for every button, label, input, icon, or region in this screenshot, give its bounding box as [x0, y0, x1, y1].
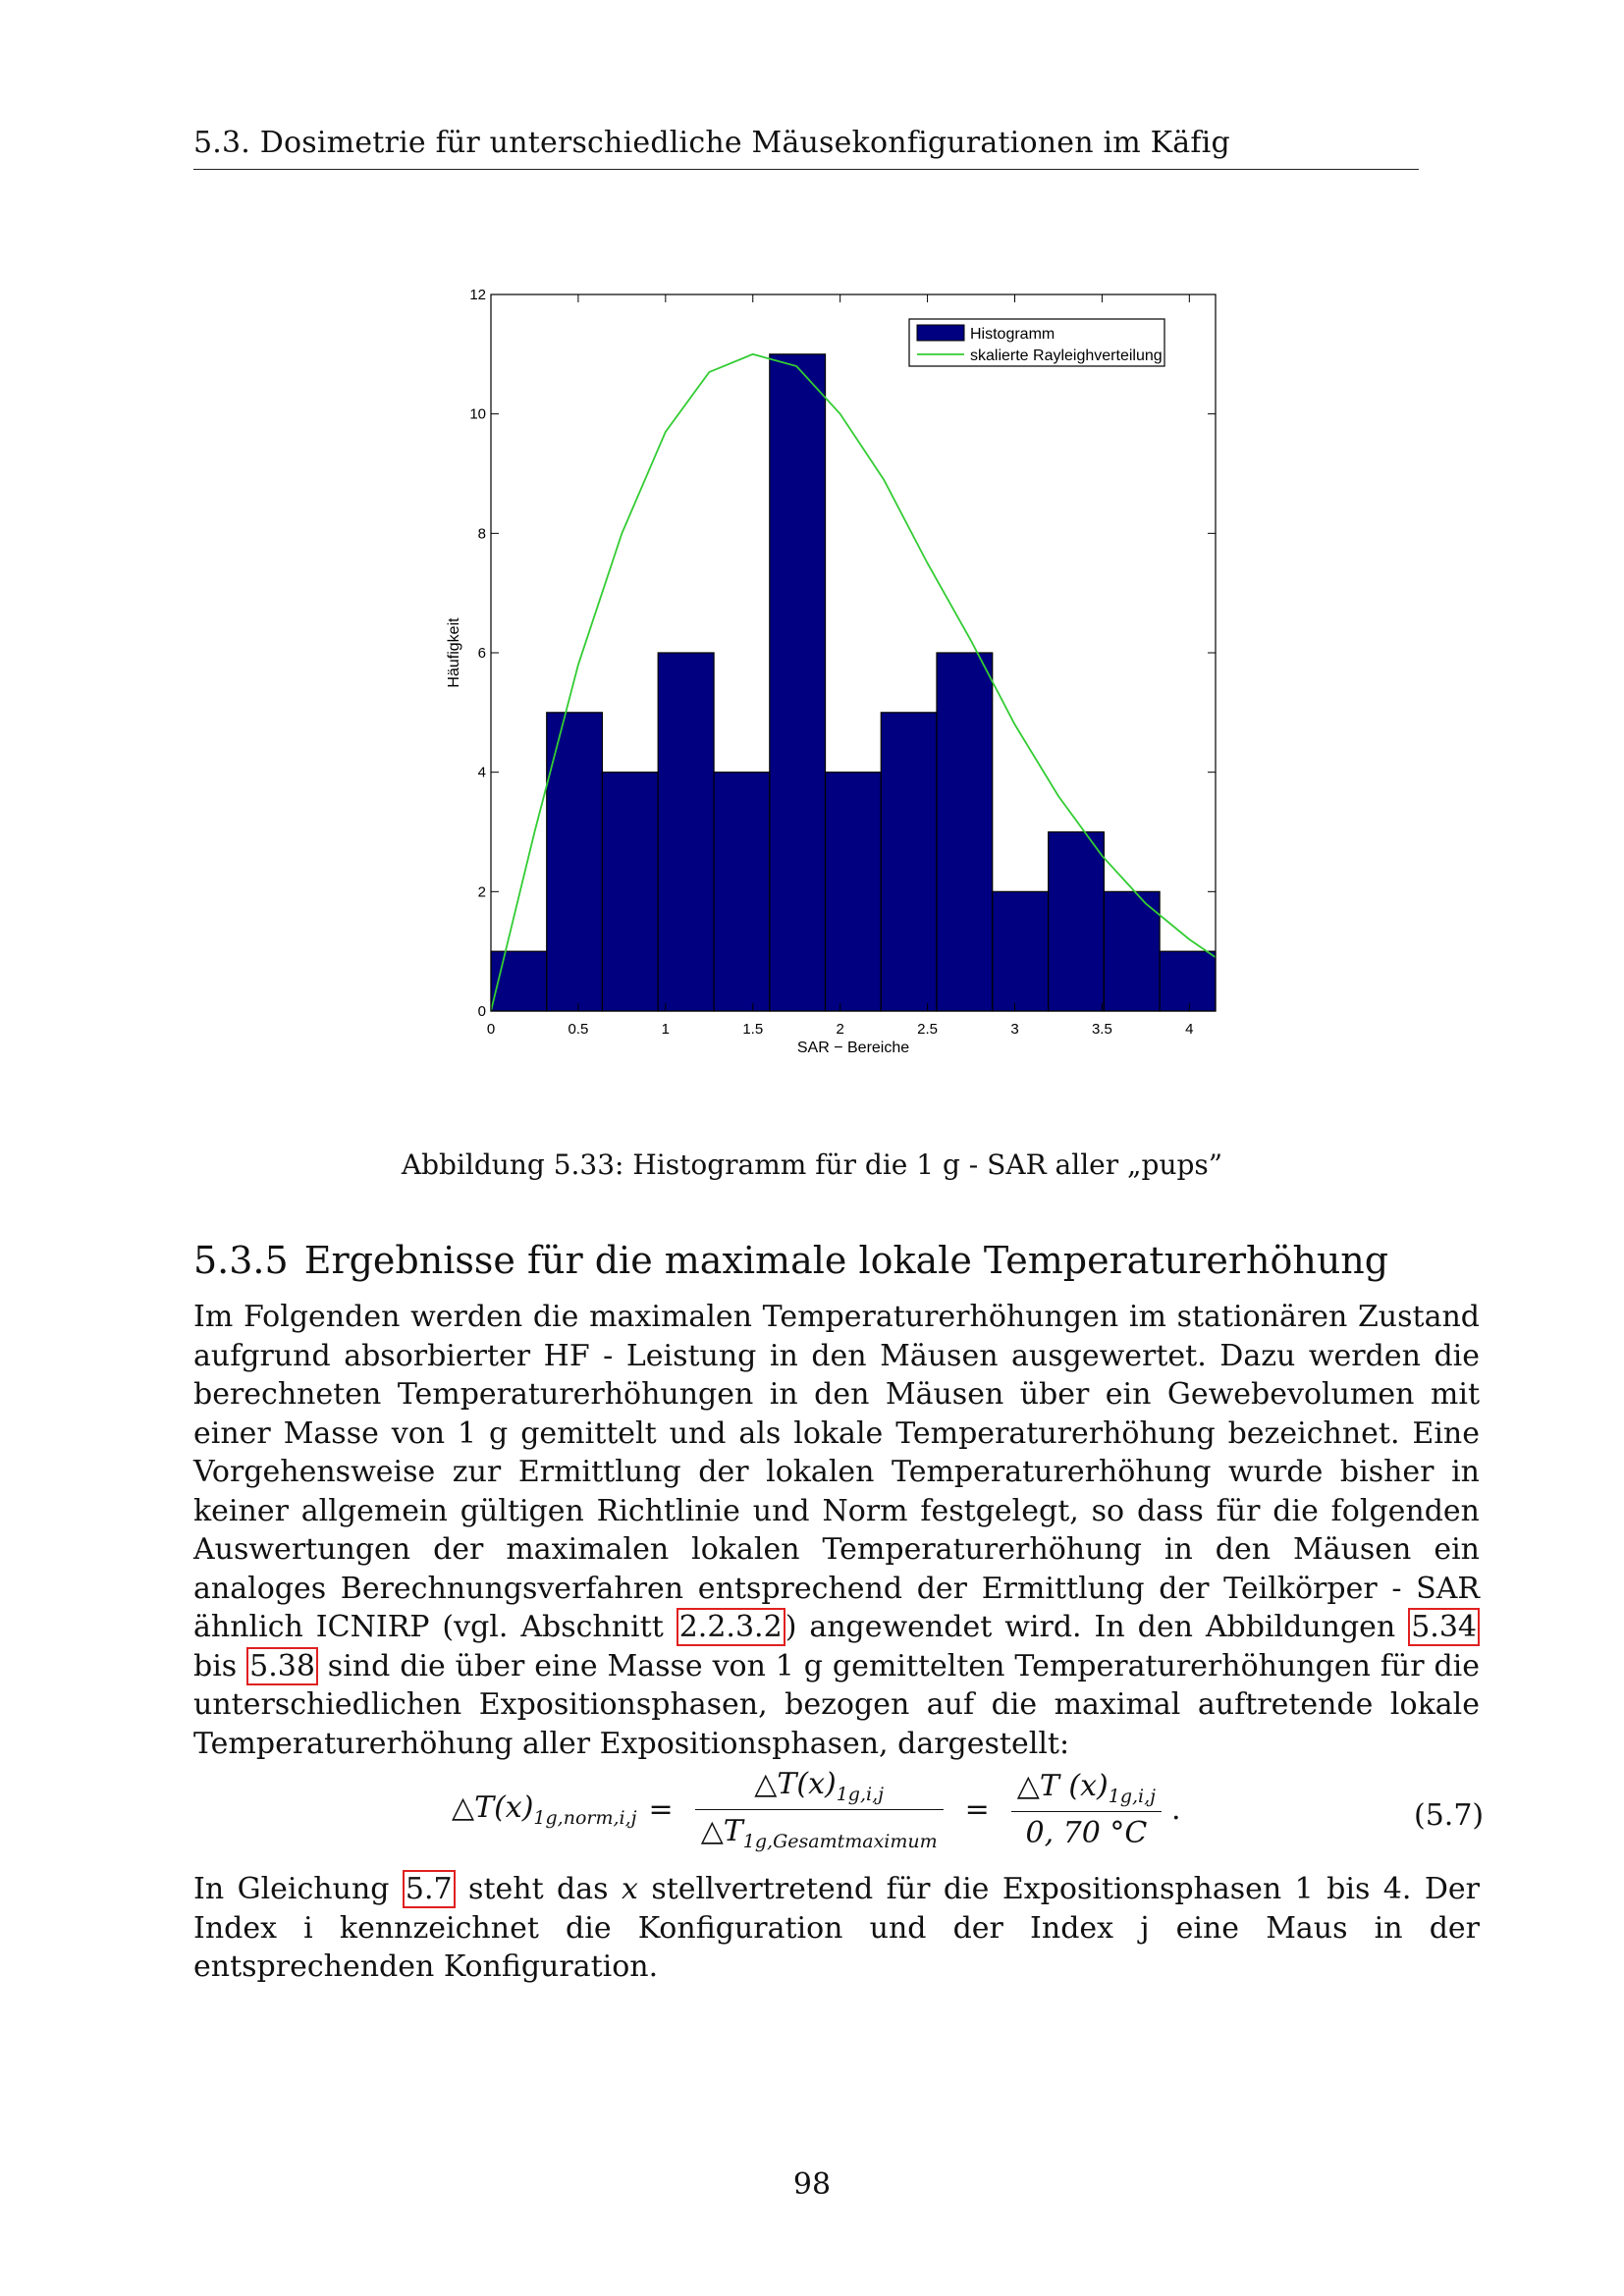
y-tick-label: 8	[477, 525, 486, 543]
x-tick-label: 2	[836, 1021, 844, 1038]
histogram-bar	[658, 653, 714, 1011]
x-tick-label: 0.5	[568, 1021, 589, 1038]
histogram-bar	[1160, 951, 1216, 1011]
eq-fraction-1	[695, 1767, 944, 1852]
histogram-bar	[547, 713, 603, 1011]
x-tick-label: 1	[661, 1021, 671, 1038]
paragraph-1-text-c: bis	[193, 1648, 247, 1683]
histogram-bar	[937, 653, 993, 1011]
variable-x: x	[621, 1872, 638, 1906]
equation-5-7	[452, 1767, 1181, 1852]
histogram-bar	[881, 713, 937, 1011]
x-tick-label: 0	[486, 1021, 496, 1038]
x-tick-label: 4	[1185, 1021, 1194, 1038]
x-tick-label: 2.5	[917, 1021, 939, 1038]
paragraph-2-text-a: In Gleichung	[193, 1872, 403, 1906]
ref-fig-5-34-link[interactable]: 5.34	[1408, 1608, 1480, 1646]
x-tick-label: 3.5	[1091, 1021, 1112, 1038]
histogram-bar	[491, 951, 547, 1011]
paragraph-2-text-c: stellvertretend für die Expositionsphasen 1 bis 4. Der Index i kennzeichnet die Konfiguration und der Index j eine Maus in der entsprechenden Konfiguration.	[193, 1872, 1480, 1984]
paragraph-1	[193, 1298, 1480, 1763]
eq-lhs: $\triangle T(x)_{1g,norm,i,j}$	[452, 1790, 637, 1829]
ref-fig-5-38-link[interactable]: 5.38	[246, 1647, 318, 1685]
section-heading	[193, 1239, 1388, 1282]
section-title: Ergebnisse für die maximale lokale Temperaturerhöhung	[303, 1239, 1389, 1282]
header-rule	[193, 169, 1419, 170]
eq-fraction-2	[1011, 1769, 1162, 1850]
histogram-bar	[714, 773, 770, 1011]
eq-equals-2: =	[964, 1792, 990, 1827]
y-tick-label: 10	[469, 405, 486, 423]
ref-2-2-3-2-link[interactable]: 2.2.3.2	[677, 1608, 785, 1646]
histogram-bar	[1104, 891, 1160, 1011]
equation-number: (5.7)	[1414, 1798, 1485, 1833]
y-axis-label: Häufigkeit	[446, 617, 462, 688]
eq-frac1-numerator: $\triangle T(x)_{1g,i,j}$	[754, 1767, 885, 1805]
legend-label-rayleigh: skalierte Rayleighverteilung	[970, 347, 1163, 364]
eq-period: .	[1171, 1792, 1181, 1827]
legend-swatch-histogram	[917, 325, 964, 341]
paragraph-2-text-b: steht das	[455, 1872, 622, 1906]
paragraph-1-text-b: ) angewendet wird. In den Abbildungen	[785, 1610, 1409, 1644]
x-tick-label: 3	[1010, 1021, 1019, 1038]
legend-label-histogram: Histogramm	[970, 326, 1056, 343]
y-tick-label: 4	[477, 764, 486, 781]
histogram-bar	[826, 773, 882, 1011]
x-axis-label: SAR − Bereiche	[796, 1040, 910, 1056]
section-number: 5.3.5	[193, 1239, 289, 1282]
x-tick-label: 1.5	[742, 1021, 764, 1038]
figure-caption: Abbildung 5.33: Histogramm für die 1 g - SAR aller „pups”	[401, 1148, 1223, 1181]
paragraph-1-text-a: Im Folgenden werden die maximalen Temperaturerhöhungen im stationären Zustand aufgrund absorbierter HF - Leistung in den Mäusen ausgewertet. Dazu werden die berechneten Temperaturerhöhungen in den Mäusen über ein Gewebevolumen mit einer Masse von 1 g gemittelt und als lokale Temperaturerhöhung bezeichnet. Eine Vorgehensweise zur Ermittlung der lokalen Temperaturerhöhung wurde bisher in keiner allgemein gültigen Richtlinie und Norm festgelegt, so dass für die folgenden Auswertungen der maximalen lokalen Temperaturerhöhung in den Mäusen ein analoges Berechnungsverfahren entsprechend der Ermittlung der Teilkörper - SAR ähnlich ICNIRP (vgl. Abschnitt	[193, 1300, 1480, 1644]
y-tick-label: 0	[477, 1003, 486, 1020]
running-header: 5.3. Dosimetrie für unterschiedliche Mäusekonfigurationen im Käfig	[193, 126, 1230, 160]
y-tick-label: 2	[477, 883, 486, 901]
eq-frac2-numerator: △T $(x)_{1g,i,j}$	[1016, 1769, 1157, 1807]
ref-eq-5-7-link[interactable]: 5.7	[403, 1870, 456, 1908]
eq-frac2-denominator: 0, 70 °C	[1025, 1816, 1148, 1850]
histogram-bar	[602, 773, 658, 1011]
page-number: 98	[792, 2167, 832, 2202]
paragraph-1-text-d: sind die über eine Masse von 1 g gemittelten Temperaturerhöhungen für die unterschiedlichen Expositionsphasen, bezogen auf die maximal auftretende lokale Temperaturerhöhung aller Expositionsphasen, dargestellt:	[193, 1648, 1481, 1761]
histogram-figure	[432, 275, 1247, 1080]
paragraph-2	[193, 1870, 1480, 1987]
histogram-bar	[993, 891, 1049, 1011]
histogram-bar	[770, 354, 826, 1011]
histogram-bar	[1049, 832, 1105, 1012]
eq-frac1-denominator: $\triangle T_{1g,Gesamtmaximum}$	[700, 1814, 938, 1852]
eq-equals-1: =	[648, 1792, 674, 1827]
y-tick-label: 12	[469, 287, 486, 303]
y-tick-label: 6	[477, 645, 486, 662]
